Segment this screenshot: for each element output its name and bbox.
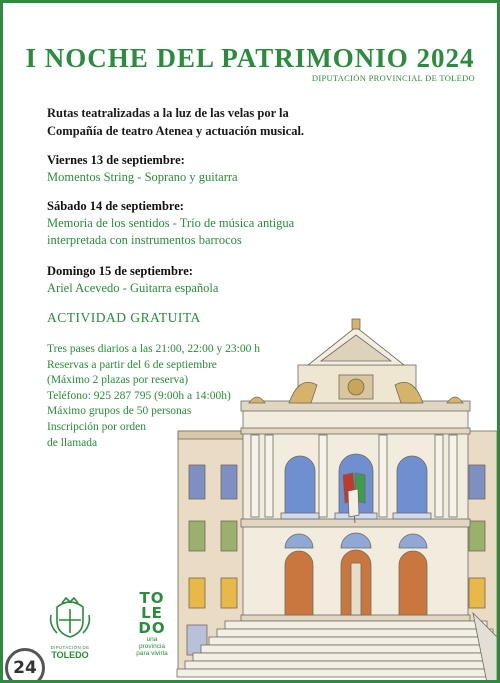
- info-line: (Máximo 2 plazas por reserva): [47, 374, 189, 387]
- day-program: interpretada con instrumentos barrocos: [47, 233, 242, 247]
- day-date: Domingo 15 de septiembre:: [47, 264, 193, 278]
- poster-title: I NOCHE DEL PATRIMONIO 2024: [25, 43, 475, 73]
- flag: [348, 489, 359, 517]
- info-block: [47, 342, 260, 451]
- upper-window: [285, 456, 315, 515]
- info-line: Reservas a partir del 6 de septiembre: [47, 358, 217, 371]
- diputacion-logo-line1: DIPUTACIÓN DE: [50, 645, 90, 650]
- day-friday: [47, 152, 238, 186]
- day-program: Momentos String - Soprano y guitarra: [47, 170, 238, 184]
- number-badge: 24: [5, 648, 45, 683]
- free-activity-heading: ACTIVIDAD GRATUITA: [47, 310, 201, 325]
- toledo-brand-logo: [130, 591, 174, 657]
- intro-line: Compañía de teatro Atenea y actuación musical.: [47, 124, 305, 138]
- upper-window: [397, 456, 427, 515]
- day-program: Ariel Acevedo - Guitarra española: [47, 281, 219, 295]
- organizer-subtitle: DIPUTACIÓN PROVINCIAL DE TOLEDO: [311, 73, 475, 83]
- brand-tagline: provincia: [138, 643, 165, 650]
- info-line: Teléfono: 925 287 795 (9:00h a 14:00h): [47, 389, 231, 402]
- intro-text: [47, 104, 377, 140]
- diputacion-crest-icon: [47, 595, 93, 641]
- day-program: Memoria de los sentidos - Trío de música antigua: [47, 216, 295, 230]
- day-saturday: [47, 198, 294, 249]
- brand-letters: LE: [141, 604, 163, 622]
- info-line: de llamada: [47, 436, 98, 449]
- intro-line: Rutas teatralizadas a la luz de las velas por la: [47, 106, 289, 120]
- brand-tagline: para vivirla: [136, 650, 168, 657]
- staircase: [177, 621, 497, 677]
- diputacion-logo: [45, 595, 95, 660]
- diputacion-logo-line2: TOLEDO: [51, 650, 89, 660]
- day-date: Sábado 14 de septiembre:: [47, 199, 184, 213]
- door: [399, 551, 427, 615]
- door: [285, 551, 313, 615]
- brand-letters: TO: [139, 589, 165, 607]
- brand-letters: DO: [138, 619, 166, 637]
- info-line: Tres pases diarios a las 21:00, 22:00 y 23:00 h: [47, 343, 260, 355]
- info-line: Máximo grupos de 50 personas: [47, 405, 192, 418]
- brand-tagline: una: [146, 636, 158, 643]
- info-line: Inscripción por orden: [47, 420, 146, 433]
- day-sunday: [47, 263, 218, 297]
- day-date: Viernes 13 de septiembre:: [47, 153, 185, 167]
